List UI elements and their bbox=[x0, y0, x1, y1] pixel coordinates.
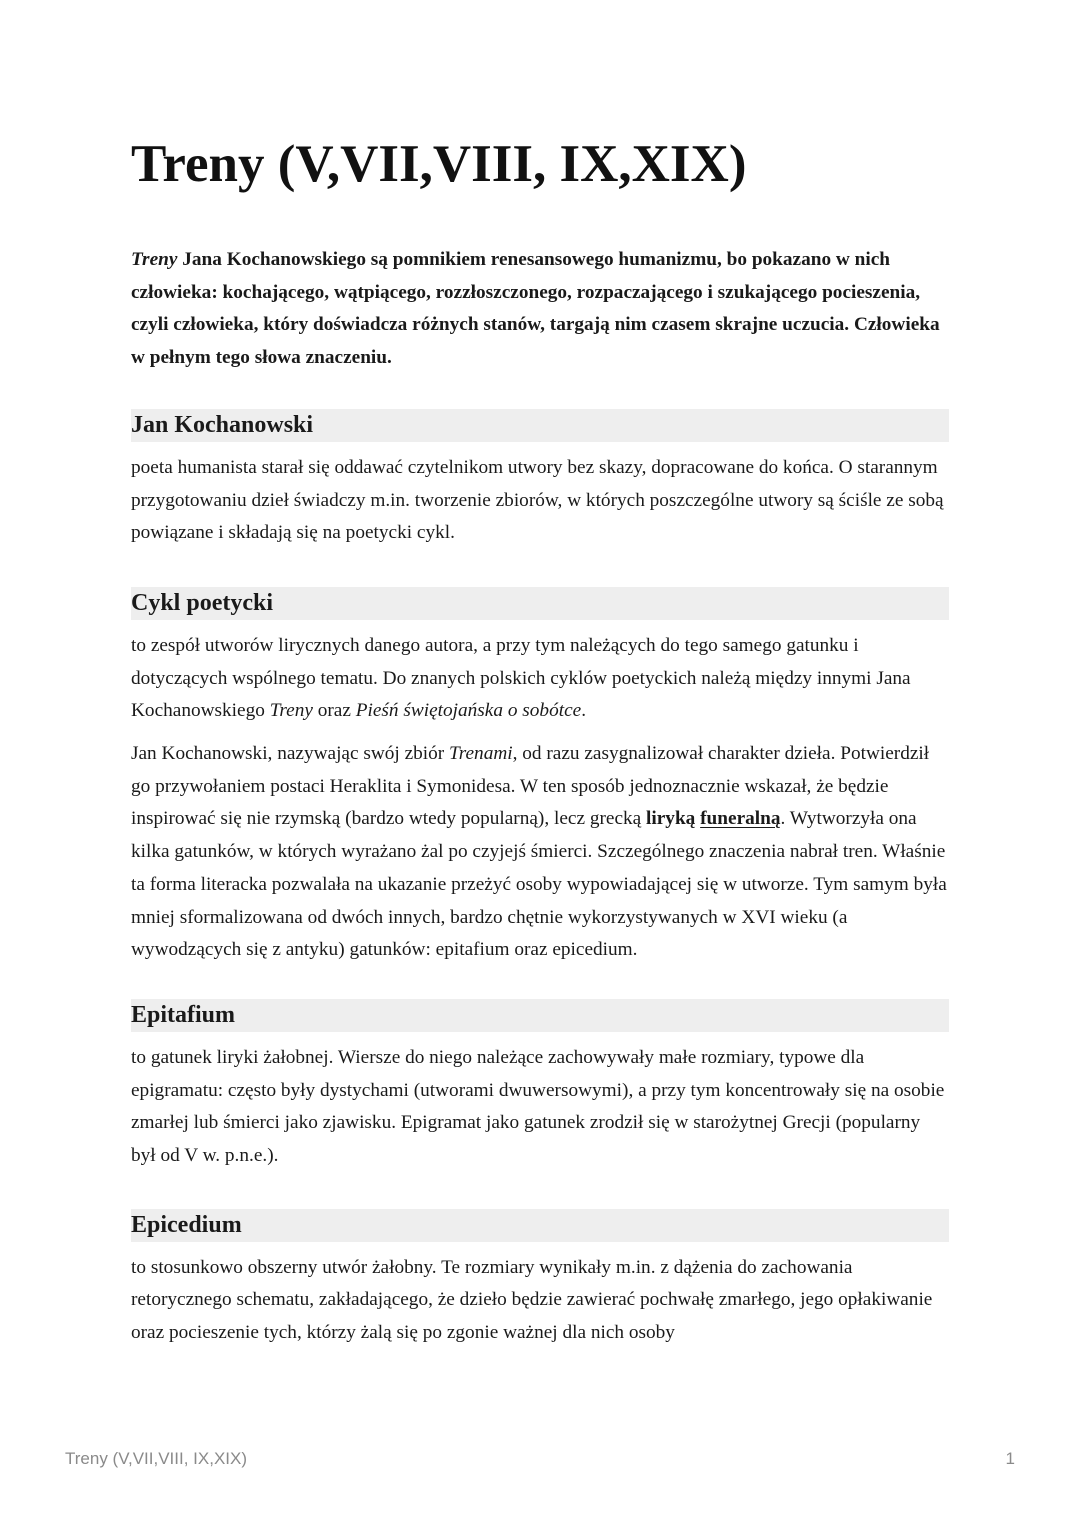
heading-epitafium: Epitafium bbox=[131, 999, 949, 1032]
treny-text-2: , od razu zasygnalizował charakter dzieła. Potwierdził go przywołaniem postaci Heraklita i Symonidesa. W ten sposób jednoznacznie wskazał, że będzie inspirować się nie rzymską (bardzo wtedy popularną), lecz grecką bbox=[131, 743, 930, 830]
page-title: Treny (V,VII,VIII, IX,XIX) bbox=[131, 135, 747, 193]
treny-text-1: Jan Kochanowski, nazywając swój zbiór bbox=[131, 743, 450, 765]
underlined-funeralna: funeralną bbox=[700, 808, 781, 830]
document-page bbox=[131, 128, 949, 1350]
lead-italic-title: Treny bbox=[131, 249, 178, 270]
bold-liryka: liryką bbox=[646, 808, 696, 830]
paragraph-jan-kochanowski: poeta humanista starał się oddawać czytelnikom utwory bez skazy, dopracowane do końca. O starannym przygotowaniu dzieł świadczy m.in. tworzenie zbiorów, w których poszczególne utwory są ściśle ze sobą powiązane i składają się na poetycki cykl. bbox=[131, 456, 944, 544]
paragraph-cykl-treny bbox=[131, 738, 949, 967]
paragraph-epicedium: to stosunkowo obszerny utwór żałobny. Te rozmiary wynikały m.in. z dążenia do zachowania retorycznego schematu, zakładającego, że dzieło będzie zawierać pochwałę zmarłego, jego opłakiwanie oraz pocieszenie tych, którzy żalą się po zgonie ważnej dla nich osoby bbox=[131, 1256, 933, 1344]
heading-cykl-poetycki: Cykl poetycki bbox=[131, 587, 949, 620]
footer-document-title: Treny (V,VII,VIII, IX,XIX) bbox=[65, 1449, 248, 1468]
lead-text: Jana Kochanowskiego są pomnikiem renesansowego humanizmu, bo pokazano w nich człowieka: kochającego, wątpiącego, rozzłoszczonego, rozpaczającego i szukającego pocieszenia, czyli człowieka, który doświadcza różnych stanów, targają nim czasem skrajne uczucia. Człowieka w pełnym tego słowa znaczeniu. bbox=[131, 249, 940, 369]
lead-paragraph bbox=[131, 244, 949, 375]
cykl-italic-treny: Treny bbox=[269, 700, 313, 722]
treny-text-3: . Wytworzyła ona kilka gatunków, w których wyrażano żal po czyjejś śmierci. Szczególnego znaczenia nabrał tren. Właśnie ta forma literacka pozwalała na ukazanie przeżyć osoby wypowiadającej się w utworze. Tym samym była mniej sformalizowana od dwóch innych, bardzo chętnie wykorzystywanych w XVI wieku (a wywodzących się z antyku) gatunków: epitafium oraz epicedium. bbox=[131, 808, 947, 961]
heading-jan-kochanowski: Jan Kochanowski bbox=[131, 409, 949, 442]
heading-epicedium: Epicedium bbox=[131, 1209, 949, 1242]
paragraph-epitafium: to gatunek liryki żałobnej. Wiersze do niego należące zachowywały małe rozmiary, typowe dla epigramatu: często były dystychami (utworami dwuwersowymi), a przy tym koncentrowały się na osobie zmarłej lub śmierci jako zjawisku. Epigramat jako gatunek zrodził się w starożytnej Grecji (popularny był od V w. p.n.e.). bbox=[131, 1046, 945, 1167]
cykl-text-2: oraz bbox=[312, 700, 356, 722]
cykl-italic-piesn: Pieśń świętojańska o sobótce bbox=[355, 700, 582, 722]
bold-funeralna bbox=[700, 808, 780, 829]
cykl-text-1: to zespół utworów lirycznych danego autora, a przy tym należących do tego samego gatunku i dotyczących wspólnego tematu. Do znanych polskich cyklów poetyckich należą między innymi Jana Kochanowskiego bbox=[131, 634, 911, 722]
cykl-text-3: . bbox=[581, 700, 587, 722]
treny-italic-trenami: Trenami bbox=[449, 743, 513, 765]
footer-page-number: 1 bbox=[1005, 1449, 1015, 1468]
paragraph-cykl-definition bbox=[131, 630, 949, 728]
